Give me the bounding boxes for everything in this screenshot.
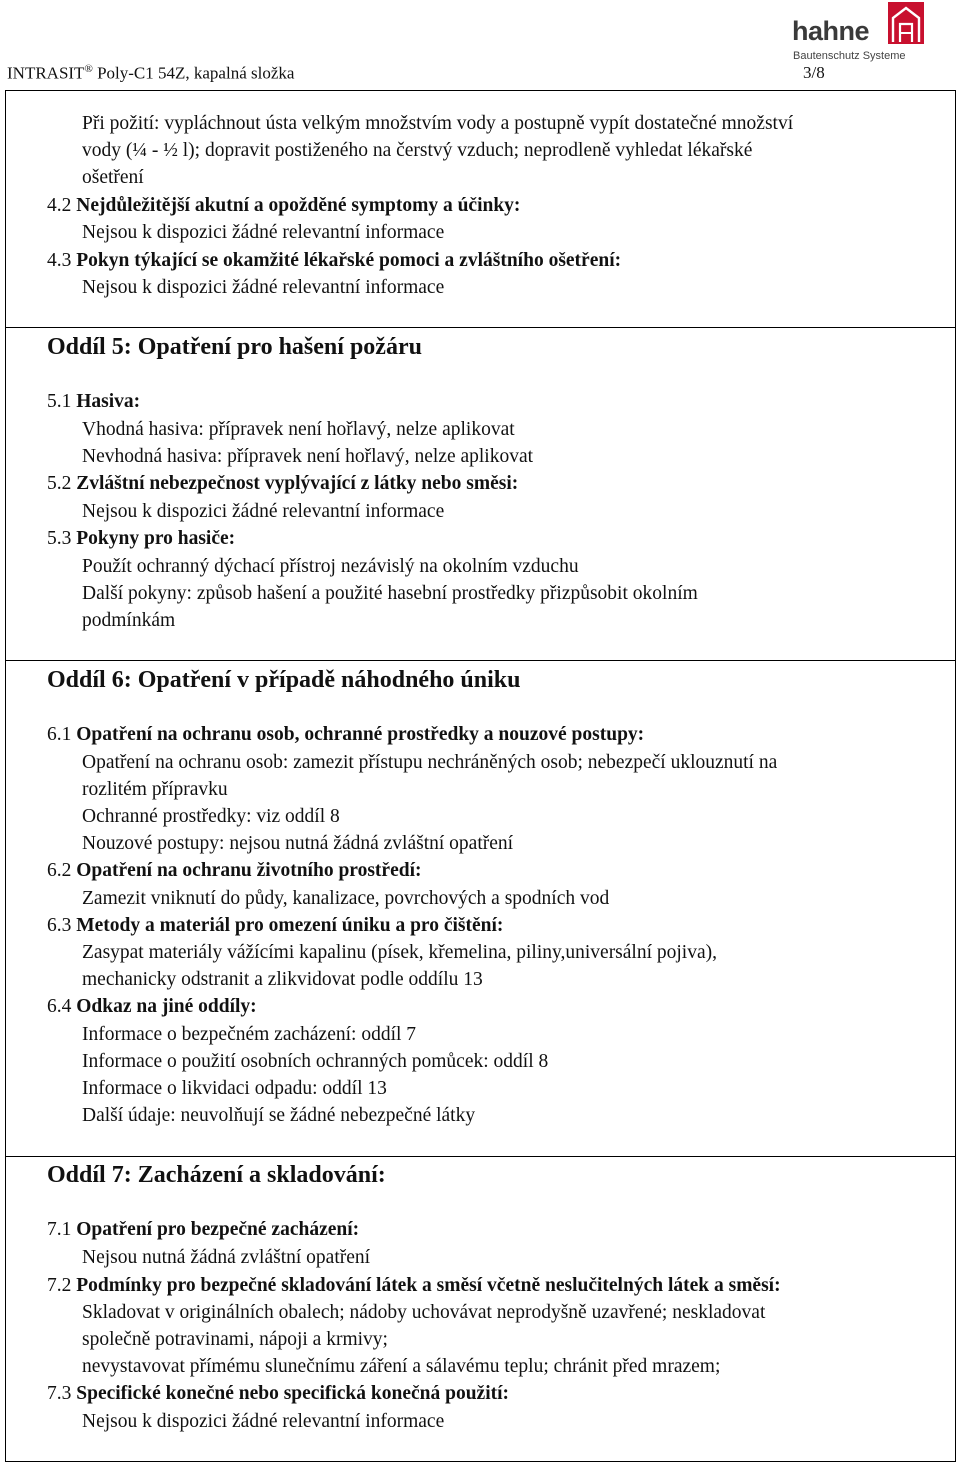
subsection-heading-6-3: 6.3 Metody a materiál pro omezení úniku a pro čištění:	[47, 915, 504, 936]
product-name: INTRASIT	[7, 63, 85, 83]
subsection-heading-4-3: 4.3 Pokyn týkající se okamžité lékařské pomoci a zvláštního ošetření:	[47, 250, 622, 271]
text-line: ošetření	[82, 167, 144, 188]
text-line: Nejsou k dispozici žádné relevantní informace	[82, 501, 445, 522]
page-number: 3/8	[803, 63, 825, 82]
subsection-heading-4-2: 4.2 Nejdůležitější akutní a opožděné symptomy a účinky:	[47, 195, 521, 216]
section-title-7: Oddíl 7: Zacházení a skladování:	[47, 1162, 386, 1188]
text-line: Použít ochranný dýchací přístroj nezávislý na okolním vzduchu	[82, 556, 579, 577]
subsection-heading-6-1: 6.1 Opatření na ochranu osob, ochranné prostředky a nouzové postupy:	[47, 724, 645, 745]
text-line: Zasypat materiály vážícími kapalinu (písek, křemelina, piliny,universální pojiva),	[82, 942, 717, 963]
text-line: Nejsou k dispozici žádné relevantní informace	[82, 1411, 445, 1432]
subsection-heading-7-3: 7.3 Specifické konečné nebo specifická konečná použití:	[47, 1383, 510, 1404]
text-line: Nouzové postupy: nejsou nutná žádná zvláštní opatření	[82, 833, 514, 854]
logo-wordmark: hahne	[792, 16, 870, 46]
house-logo-icon	[888, 2, 924, 44]
text-line: Nejsou nutná žádná zvláštní opatření	[82, 1247, 371, 1268]
subsection-heading-5-2: 5.2 Zvláštní nebezpečnost vyplývající z látky nebo směsi:	[47, 473, 519, 494]
product-subtitle: Poly-C1 54Z, kapalná složka	[92, 63, 295, 83]
subsection-heading-5-1: 5.1 Hasiva:	[47, 391, 141, 412]
text-line: Informace o likvidaci odpadu: oddíl 13	[82, 1078, 387, 1099]
text-line: Nejsou k dispozici žádné relevantní informace	[82, 222, 445, 243]
text-line: mechanicky odstranit a zlikvidovat podle oddílu 13	[82, 969, 483, 990]
text-line: rozlitém přípravku	[82, 779, 228, 800]
text-line: Při požití: vypláchnout ústa velkým množstvím vody a postupně vypít dostatečné množství	[82, 113, 794, 134]
text-line: Informace o bezpečném zacházení: oddíl 7	[82, 1024, 417, 1045]
text-line: Nevhodná hasiva: přípravek není hořlavý, nelze aplikovat	[82, 446, 534, 467]
subsection-heading-5-3: 5.3 Pokyny pro hasiče:	[47, 528, 236, 549]
subsection-heading-6-2: 6.2 Opatření na ochranu životního prostředí:	[47, 860, 422, 881]
text-line: Další údaje: neuvolňují se žádné nebezpečné látky	[82, 1105, 476, 1126]
text-line: vody (¼ - ½ l); dopravit postiženého na čerstvý vzduch; neprodleně vyhledat lékařské	[82, 140, 753, 161]
text-line: Informace o použití osobních ochranných pomůcek: oddíl 8	[82, 1051, 549, 1072]
text-line: společně potravinami, nápoji a krmivy;	[82, 1329, 388, 1350]
section-title-6: Oddíl 6: Opatření v případě náhodného úniku	[47, 667, 521, 693]
text-line: Další pokyny: způsob hašení a použité hasební prostředky přizpůsobit okolním	[82, 583, 698, 604]
logo-tagline: Bautenschutz Systeme	[793, 50, 906, 62]
text-line: Opatření na ochranu osob: zamezit přístupu nechráněných osob; nebezpečí uklouznutí na	[82, 752, 778, 773]
text-line: Nejsou k dispozici žádné relevantní informace	[82, 277, 445, 298]
text-line: podmínkám	[82, 610, 176, 631]
section-divider	[5, 660, 956, 661]
subsection-heading-6-4: 6.4 Odkaz na jiné oddíly:	[47, 996, 257, 1017]
text-line: Vhodná hasiva: přípravek není hořlavý, nelze aplikovat	[82, 419, 515, 440]
section-divider	[5, 327, 956, 328]
company-logo	[792, 0, 928, 64]
text-line: Zamezit vniknutí do půdy, kanalizace, povrchových a spodních vod	[82, 888, 610, 909]
section-title-5: Oddíl 5: Opatření pro hašení požáru	[47, 334, 422, 360]
subsection-heading-7-1: 7.1 Opatření pro bezpečné zacházení:	[47, 1219, 360, 1240]
registered-mark: ®	[84, 63, 93, 75]
text-line: Skladovat v originálních obalech; nádoby uchovávat neprodyšně uzavřené; neskladovat	[82, 1302, 766, 1323]
document-title	[7, 63, 294, 84]
subsection-heading-7-2: 7.2 Podmínky pro bezpečné skladování látek a směsí včetně neslučitelných látek a směsí:	[47, 1275, 781, 1296]
text-line: Ochranné prostředky: viz oddíl 8	[82, 806, 340, 827]
text-line: nevystavovat přímému slunečnímu záření a sálavému teplu; chránit před mrazem;	[82, 1356, 721, 1377]
section-divider	[5, 1156, 956, 1157]
